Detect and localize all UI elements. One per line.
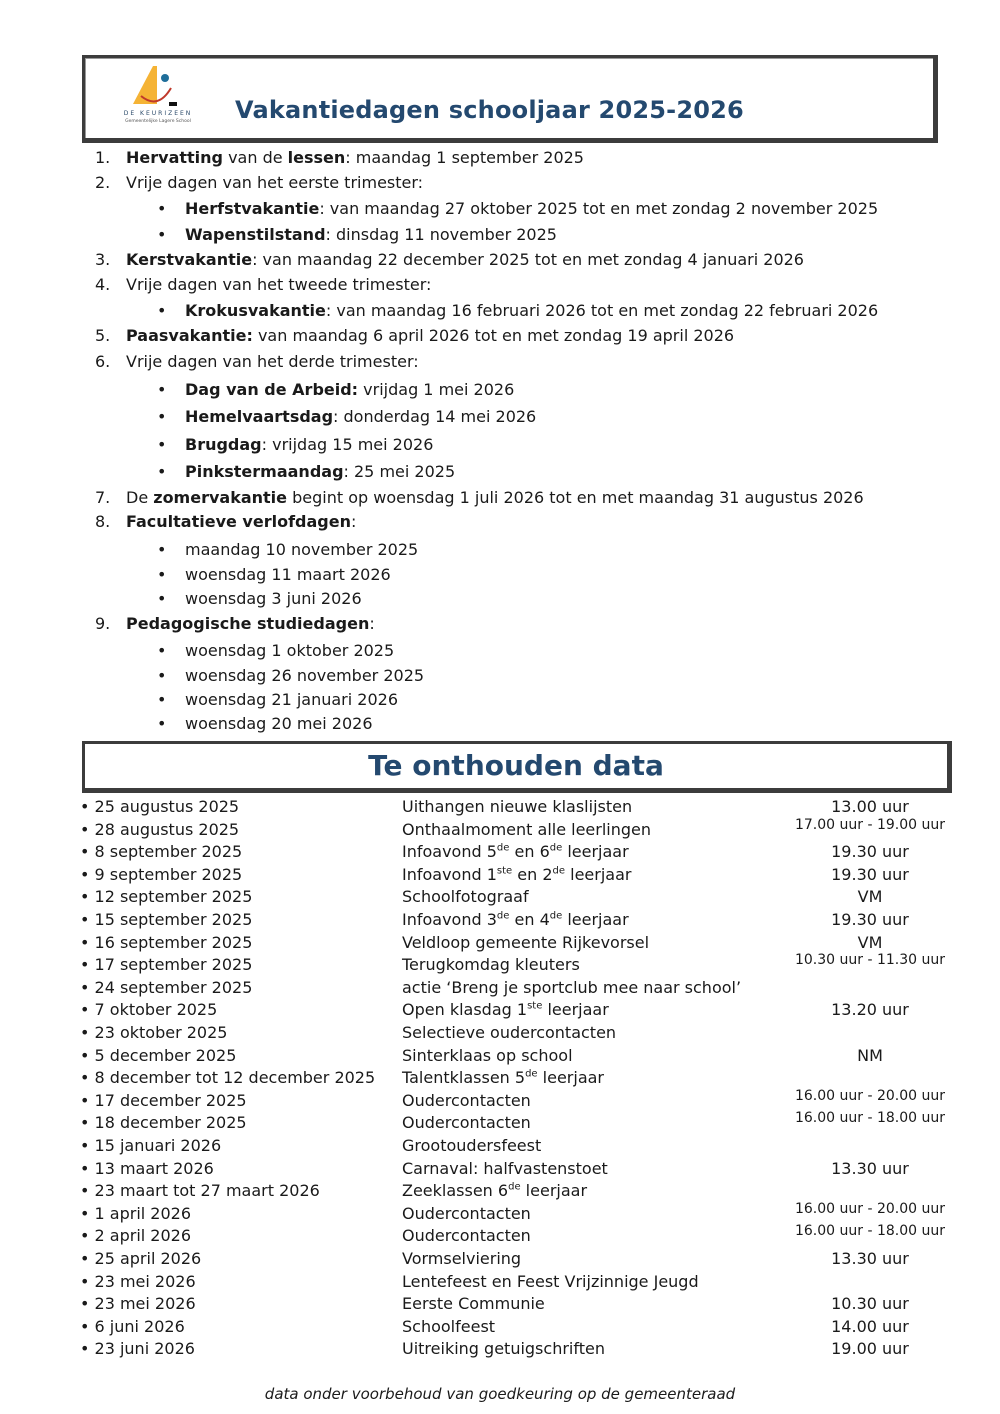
event-time: 13.30 uur <box>831 1249 909 1268</box>
list-text <box>126 326 734 345</box>
text-fragment: Wapenstilstand <box>185 225 326 244</box>
text-fragment: Eerste Communie <box>402 1294 545 1314</box>
list-text <box>126 488 864 507</box>
text-fragment: Uithangen nieuwe klaslijsten <box>402 797 633 816</box>
event-time: 10.30 uur - 11.30 uur <box>794 952 945 969</box>
list-number: 3. <box>95 250 111 269</box>
text-fragment: de <box>549 842 563 854</box>
list-number: 1. <box>95 148 111 167</box>
event-date: • 15 september 2025 <box>80 910 253 929</box>
event-date: • 18 december 2025 <box>80 1113 247 1133</box>
text-fragment: : van maandag 22 december 2025 tot en met zondag 4 januari 2026 <box>252 250 804 269</box>
text-fragment: Paasvakantie: <box>126 326 253 345</box>
logo-name: DE KEURIZEEN <box>123 110 193 117</box>
event-date: • 5 december 2025 <box>80 1045 237 1065</box>
text-fragment: Vrije dagen van het eerste trimester: <box>126 173 424 192</box>
sub-list-text <box>185 380 514 399</box>
text-fragment: leerjaar <box>565 864 632 884</box>
event-time: 17.00 uur - 19.00 uur <box>794 816 945 833</box>
text-fragment: Terugkomdag kleuters <box>402 955 580 975</box>
text-fragment: Kerstvakantie <box>126 250 253 269</box>
text-fragment: de <box>496 910 510 922</box>
table-row <box>80 865 960 887</box>
bullet-icon: • <box>157 690 167 709</box>
text-fragment: en 6 <box>509 842 550 862</box>
event-description <box>402 1046 573 1065</box>
event-date: • 23 oktober 2025 <box>80 1023 228 1042</box>
event-description <box>402 955 580 974</box>
event-date: • 8 september 2025 <box>80 842 243 862</box>
event-description <box>402 1023 616 1042</box>
text-fragment: Vrije dagen van het derde trimester: <box>126 352 419 371</box>
event-time: 16.00 uur - 20.00 uur <box>794 1087 945 1104</box>
text-fragment: maandag 10 november 2025 <box>185 540 419 559</box>
text-fragment: Dag van de Arbeid: <box>185 380 359 399</box>
table-row <box>80 952 960 977</box>
text-fragment: en 4 <box>509 910 550 929</box>
text-fragment: ste <box>527 1001 543 1013</box>
event-time: 16.00 uur - 18.00 uur <box>794 1223 945 1240</box>
event-date: • 17 september 2025 <box>80 955 253 975</box>
text-fragment: leerjaar <box>562 842 629 862</box>
sub-list-text <box>185 225 557 244</box>
text-fragment: Infoavond 5 <box>402 842 497 862</box>
event-description <box>402 842 629 861</box>
section-header-box <box>82 741 952 793</box>
event-description <box>402 1204 531 1223</box>
bullet-icon: • <box>157 225 167 244</box>
text-fragment: Sinterklaas op school <box>402 1045 573 1065</box>
sub-list-text <box>185 690 398 709</box>
list-text <box>126 352 419 371</box>
text-fragment: de <box>552 865 566 877</box>
text-fragment: leerjaar <box>537 1068 605 1088</box>
list-number: 6. <box>95 352 111 371</box>
text-fragment: : donderdag 14 mei 2026 <box>333 407 537 426</box>
sub-list-text <box>185 565 391 584</box>
event-date: • 17 december 2025 <box>80 1090 247 1110</box>
sub-list-text <box>185 714 373 733</box>
table-row <box>80 842 960 864</box>
event-date: • 25 augustus 2025 <box>80 797 240 816</box>
table-row <box>80 1317 960 1339</box>
text-fragment: : van maandag 16 februari 2026 tot en met zondag 22 februari 2026 <box>325 301 879 320</box>
sub-list-text <box>185 301 878 320</box>
text-fragment: Veldloop gemeente Rijkevorsel <box>402 932 650 952</box>
text-fragment: Schoolfotograaf <box>402 887 529 907</box>
event-time: VM <box>857 887 883 907</box>
bullet-icon: • <box>157 714 167 733</box>
event-time: 13.00 uur <box>831 797 909 816</box>
sub-list-text <box>185 435 433 454</box>
text-fragment: Carnaval: halfvastenstoet <box>402 1158 608 1178</box>
event-time: 10.30 uur <box>831 1294 909 1314</box>
sub-list-text <box>185 589 362 608</box>
text-fragment: Facultatieve verlofdagen <box>126 512 351 531</box>
bullet-icon: • <box>157 462 167 481</box>
logo-subtitle: Gemeentelijke Lagere School <box>125 119 191 124</box>
text-fragment: Herfstvakantie <box>185 199 320 218</box>
event-date: • 9 september 2025 <box>80 864 243 884</box>
text-fragment: Lentefeest en Feest Vrijzinnige Jeugd <box>402 1271 699 1291</box>
event-description <box>402 865 631 884</box>
text-fragment: en 2 <box>512 864 553 884</box>
event-description <box>402 1068 604 1087</box>
bullet-icon: • <box>157 641 167 660</box>
footer-note: data onder voorbehoud van goedkeuring op de gemeenteraad <box>264 1385 736 1403</box>
list-number: 7. <box>95 488 111 507</box>
sub-list-text <box>185 540 418 559</box>
text-fragment: woensdag 21 januari 2026 <box>185 690 399 709</box>
list-number: 2. <box>95 173 111 192</box>
text-fragment: Zeeklassen 6 <box>402 1181 509 1201</box>
text-fragment: De <box>126 488 154 507</box>
event-time: 19.00 uur <box>831 1339 909 1359</box>
text-fragment: Vrije dagen van het tweede trimester: <box>126 275 432 294</box>
bullet-icon: • <box>157 380 167 399</box>
page-title: Vakantiedagen schooljaar 2025-2026 <box>235 96 744 124</box>
event-date: • 6 juni 2026 <box>80 1316 185 1336</box>
text-fragment: woensdag 11 maart 2026 <box>185 565 391 584</box>
event-date: • 15 januari 2026 <box>80 1136 222 1155</box>
event-description <box>402 978 741 997</box>
event-description <box>402 1136 541 1155</box>
text-fragment: woensdag 20 mei 2026 <box>185 714 373 733</box>
event-description <box>402 887 529 906</box>
text-fragment: Onthaalmoment alle leerlingen <box>402 819 652 839</box>
text-fragment: de <box>496 842 510 854</box>
text-fragment: begint op woensdag 1 juli 2026 tot en met maandag 31 augustus 2026 <box>287 488 864 507</box>
text-fragment: Grootoudersfeest <box>402 1136 542 1155</box>
text-fragment: woensdag 3 juni 2026 <box>185 589 362 608</box>
text-fragment: leerjaar <box>562 910 629 929</box>
event-date: • 16 september 2025 <box>80 932 253 952</box>
event-time: 14.00 uur <box>831 1316 909 1336</box>
table-row <box>80 1249 960 1271</box>
list-text <box>126 512 356 531</box>
event-date: • 13 maart 2026 <box>80 1158 214 1178</box>
table-row <box>80 1339 960 1361</box>
bullet-icon: • <box>157 301 167 320</box>
text-fragment: lessen <box>287 148 346 167</box>
sub-list-text <box>185 666 424 685</box>
event-description <box>402 797 632 816</box>
table-row <box>80 1110 960 1135</box>
bullet-icon: • <box>157 199 167 218</box>
logo-sail-icon <box>113 64 203 112</box>
event-time: 13.30 uur <box>831 1158 909 1178</box>
event-description <box>402 1181 587 1200</box>
bullet-icon: • <box>157 407 167 426</box>
event-description <box>402 1317 495 1336</box>
event-time: 16.00 uur - 18.00 uur <box>794 1110 945 1127</box>
table-row <box>80 887 960 909</box>
table-row <box>80 1136 960 1158</box>
text-fragment: Talentklassen 5 <box>402 1068 526 1088</box>
text-fragment: de <box>549 910 563 922</box>
list-text <box>126 250 804 269</box>
event-time: 19.30 uur <box>831 864 909 884</box>
event-description <box>402 1249 521 1268</box>
text-fragment: Pedagogische studiedagen <box>126 614 370 633</box>
list-text <box>126 275 431 294</box>
text-fragment: Oudercontacten <box>402 1113 531 1133</box>
text-fragment: : dinsdag 11 november 2025 <box>325 225 557 244</box>
text-fragment: zomervakantie <box>153 488 288 507</box>
sub-list-text <box>185 407 536 426</box>
event-date: • 25 april 2026 <box>80 1249 202 1268</box>
event-description <box>402 910 629 929</box>
list-number: 5. <box>95 326 111 345</box>
table-row <box>80 1023 960 1045</box>
event-time: NM <box>857 1045 883 1065</box>
event-description <box>402 1113 531 1132</box>
event-description <box>402 1294 545 1313</box>
text-fragment: Uitreiking getuigschriften <box>402 1339 605 1359</box>
text-fragment: Oudercontacten <box>402 1226 531 1246</box>
event-date: • 8 december tot 12 december 2025 <box>80 1068 376 1088</box>
event-time: 16.00 uur - 20.00 uur <box>794 1200 945 1217</box>
event-description <box>402 1272 699 1291</box>
event-date: • 1 april 2026 <box>80 1203 192 1223</box>
sub-list-text <box>185 641 394 660</box>
text-fragment: de <box>525 1068 538 1080</box>
text-fragment: : van maandag 27 oktober 2025 tot en met zondag 2 november 2025 <box>319 199 879 218</box>
event-time: VM <box>857 932 883 952</box>
event-description <box>402 1226 531 1245</box>
event-description <box>402 1339 605 1358</box>
event-date: • 7 oktober 2025 <box>80 1000 218 1020</box>
sub-list-text <box>185 462 455 481</box>
table-row <box>80 1159 960 1181</box>
event-description <box>402 820 651 839</box>
sub-list-text <box>185 199 878 218</box>
header-box <box>82 55 938 143</box>
text-fragment: van de <box>222 148 288 167</box>
text-fragment: Brugdag <box>185 435 262 454</box>
text-fragment: : maandag 1 september 2025 <box>345 148 584 167</box>
bullet-icon: • <box>157 435 167 454</box>
event-date: • 23 mei 2026 <box>80 1271 196 1291</box>
event-date: • 12 september 2025 <box>80 887 253 907</box>
text-fragment: Infoavond 1 <box>402 864 497 884</box>
text-fragment: Pinkstermaandag <box>185 462 344 481</box>
event-time: 19.30 uur <box>831 842 909 862</box>
section-title: Te onthouden data <box>368 749 664 782</box>
text-fragment: van maandag 6 april 2026 tot en met zondag 19 april 2026 <box>252 326 735 345</box>
bullet-icon: • <box>157 589 167 608</box>
school-logo <box>113 64 203 132</box>
text-fragment: leerjaar <box>542 1000 609 1020</box>
text-fragment: Hervatting <box>126 148 223 167</box>
table-row <box>80 1046 960 1068</box>
text-fragment: : 25 mei 2025 <box>343 462 456 481</box>
text-fragment: Schoolfeest <box>402 1316 496 1336</box>
list-text <box>126 173 423 192</box>
text-fragment: actie ‘Breng je sportclub mee naar school’ <box>402 977 742 997</box>
text-fragment: Vormselviering <box>402 1249 522 1268</box>
text-fragment: woensdag 1 oktober 2025 <box>185 641 395 660</box>
event-date: • 28 augustus 2025 <box>80 819 240 839</box>
text-fragment: : <box>369 614 375 633</box>
bullet-icon: • <box>157 540 167 559</box>
list-number: 9. <box>95 614 111 633</box>
text-fragment: Krokusvakantie <box>185 301 326 320</box>
bullet-icon: • <box>157 666 167 685</box>
table-row <box>80 1000 960 1022</box>
text-fragment: ste <box>496 865 513 877</box>
event-date: • 23 maart tot 27 maart 2026 <box>80 1181 320 1201</box>
bullet-icon: • <box>157 565 167 584</box>
list-text <box>126 614 375 633</box>
event-description <box>402 933 649 952</box>
text-fragment: Oudercontacten <box>402 1203 531 1223</box>
text-fragment: : vrijdag 15 mei 2026 <box>261 435 434 454</box>
event-date: • 23 juni 2026 <box>80 1339 195 1359</box>
text-fragment: vrijdag 1 mei 2026 <box>358 380 515 399</box>
text-fragment: Selectieve oudercontacten <box>402 1023 617 1042</box>
table-row <box>80 910 960 932</box>
event-description <box>402 1091 531 1110</box>
table-row <box>80 1294 960 1316</box>
table-row <box>80 978 960 1000</box>
text-fragment: woensdag 26 november 2025 <box>185 666 425 685</box>
event-date: • 2 april 2026 <box>80 1226 192 1246</box>
event-date: • 23 mei 2026 <box>80 1294 196 1314</box>
text-fragment: Infoavond 3 <box>402 910 497 929</box>
table-row <box>80 816 960 842</box>
text-fragment: de <box>508 1181 521 1193</box>
list-text <box>126 148 584 167</box>
text-fragment: Hemelvaartsdag <box>185 407 334 426</box>
event-time: 13.20 uur <box>831 1000 909 1020</box>
event-time: 19.30 uur <box>831 910 909 929</box>
text-fragment: Oudercontacten <box>402 1090 531 1110</box>
list-number: 4. <box>95 275 111 294</box>
table-row <box>80 1223 960 1248</box>
event-date: • 24 september 2025 <box>80 977 253 997</box>
list-number: 8. <box>95 512 111 531</box>
table-row <box>80 1272 960 1294</box>
text-fragment: Open klasdag 1 <box>402 1000 528 1020</box>
text-fragment: leerjaar <box>520 1181 588 1201</box>
event-description <box>402 1159 608 1178</box>
text-fragment: : <box>350 512 357 531</box>
event-description <box>402 1000 609 1019</box>
